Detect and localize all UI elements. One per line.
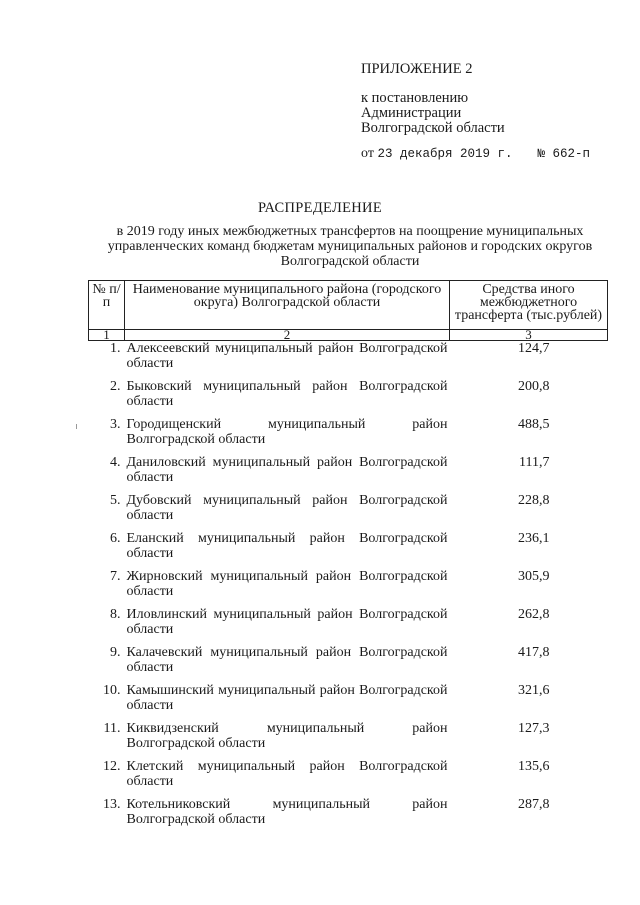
table-row [89, 379, 608, 417]
table-row [89, 341, 608, 380]
table-row [89, 569, 608, 607]
distribution-table [88, 280, 608, 835]
column-number-row [89, 330, 608, 341]
row-value: 287,8 [518, 797, 550, 812]
table-row [89, 455, 608, 493]
row-number: 4. [110, 455, 121, 470]
row-number: 12. [103, 759, 121, 774]
row-number: 5. [110, 493, 121, 508]
row-value: 124,7 [518, 341, 550, 356]
table-header-row [89, 281, 608, 330]
row-number: 2. [110, 379, 121, 394]
header-number: № п/п [89, 281, 125, 330]
row-name: Еланский муниципальный район Волгоградской области [126, 531, 448, 561]
appendix-block [361, 62, 601, 136]
appendix-title: ПРИЛОЖЕНИЕ 2 [361, 61, 473, 77]
date-prefix: от [361, 146, 374, 161]
column-number: 3 [450, 330, 608, 341]
table-row [89, 645, 608, 683]
row-name: Жирновский муниципальный район Волгоградской области [126, 569, 448, 599]
row-value: 417,8 [518, 645, 550, 660]
row-number: 9. [110, 645, 121, 660]
document-subtitle: в 2019 году иных межбюджетных трансфертов на поощрение муниципальных управленческих команд бюджетам муниципальных районов и городских округов Волгоградской области [107, 224, 593, 269]
row-number: 8. [110, 607, 121, 622]
table-row [89, 417, 608, 455]
row-value: 127,3 [518, 721, 550, 736]
row-number: 7. [110, 569, 121, 584]
appendix-line-1: к постановлению [361, 90, 469, 106]
row-name: Быковский муниципальный район Волгоградской области [126, 379, 448, 409]
appendix-line-3: Волгоградской области [361, 120, 505, 136]
margin-mark [76, 424, 77, 429]
appendix-line-2: Администрации [361, 105, 462, 121]
row-number: 6. [110, 531, 121, 546]
resolution-number: № 662-п [537, 147, 590, 161]
column-number: 1 [89, 330, 125, 341]
document-title: РАСПРЕДЕЛЕНИЕ [258, 200, 382, 216]
row-value: 321,6 [518, 683, 550, 698]
row-value: 488,5 [518, 417, 550, 432]
row-value: 135,6 [518, 759, 550, 774]
column-number: 2 [125, 330, 450, 341]
header-amount: Средства иного межбюджетного трансферта (тыс.рублей) [450, 281, 608, 330]
row-name: Городищенский муниципальный район Волгоградской области [126, 417, 448, 447]
resolution-date-line [361, 146, 590, 162]
row-value: 111,7 [519, 455, 550, 470]
row-number: 11. [103, 721, 121, 736]
row-number: 13. [103, 797, 121, 812]
resolution-date: 23 декабря 2019 г. [377, 147, 513, 161]
row-name: Киквидзенский муниципальный район Волгоградской области [126, 721, 448, 751]
row-number: 10. [103, 683, 121, 698]
row-value: 305,9 [518, 569, 550, 584]
row-name: Даниловский муниципальный район Волгоградской области [126, 455, 448, 485]
row-number: 1. [110, 341, 121, 356]
table-row [89, 607, 608, 645]
table-row [89, 759, 608, 797]
row-value: 262,8 [518, 607, 550, 622]
row-name: Дубовский муниципальный район Волгоградской области [126, 493, 448, 523]
row-value: 236,1 [518, 531, 550, 546]
row-name: Калачевский муниципальный район Волгоградской области [126, 645, 448, 675]
row-value: 228,8 [518, 493, 550, 508]
row-name: Клетский муниципальный район Волгоградской области [126, 759, 448, 789]
row-value: 200,8 [518, 379, 550, 394]
row-number: 3. [110, 417, 121, 432]
row-name: Котельниковский муниципальный район Волгоградской области [126, 797, 448, 827]
header-name: Наименование муниципального района (городского округа) Волгоградской области [125, 281, 450, 330]
row-name: Иловлинский муниципальный район Волгоградской области [126, 607, 448, 637]
table-row [89, 797, 608, 835]
table-row [89, 493, 608, 531]
row-name: Камышинский муниципальный район Волгоградской области [126, 683, 448, 713]
row-name: Алексеевский муниципальный район Волгоградской области [126, 341, 448, 371]
table-row [89, 531, 608, 569]
table-row [89, 683, 608, 721]
table-row [89, 721, 608, 759]
table-body [89, 341, 608, 836]
